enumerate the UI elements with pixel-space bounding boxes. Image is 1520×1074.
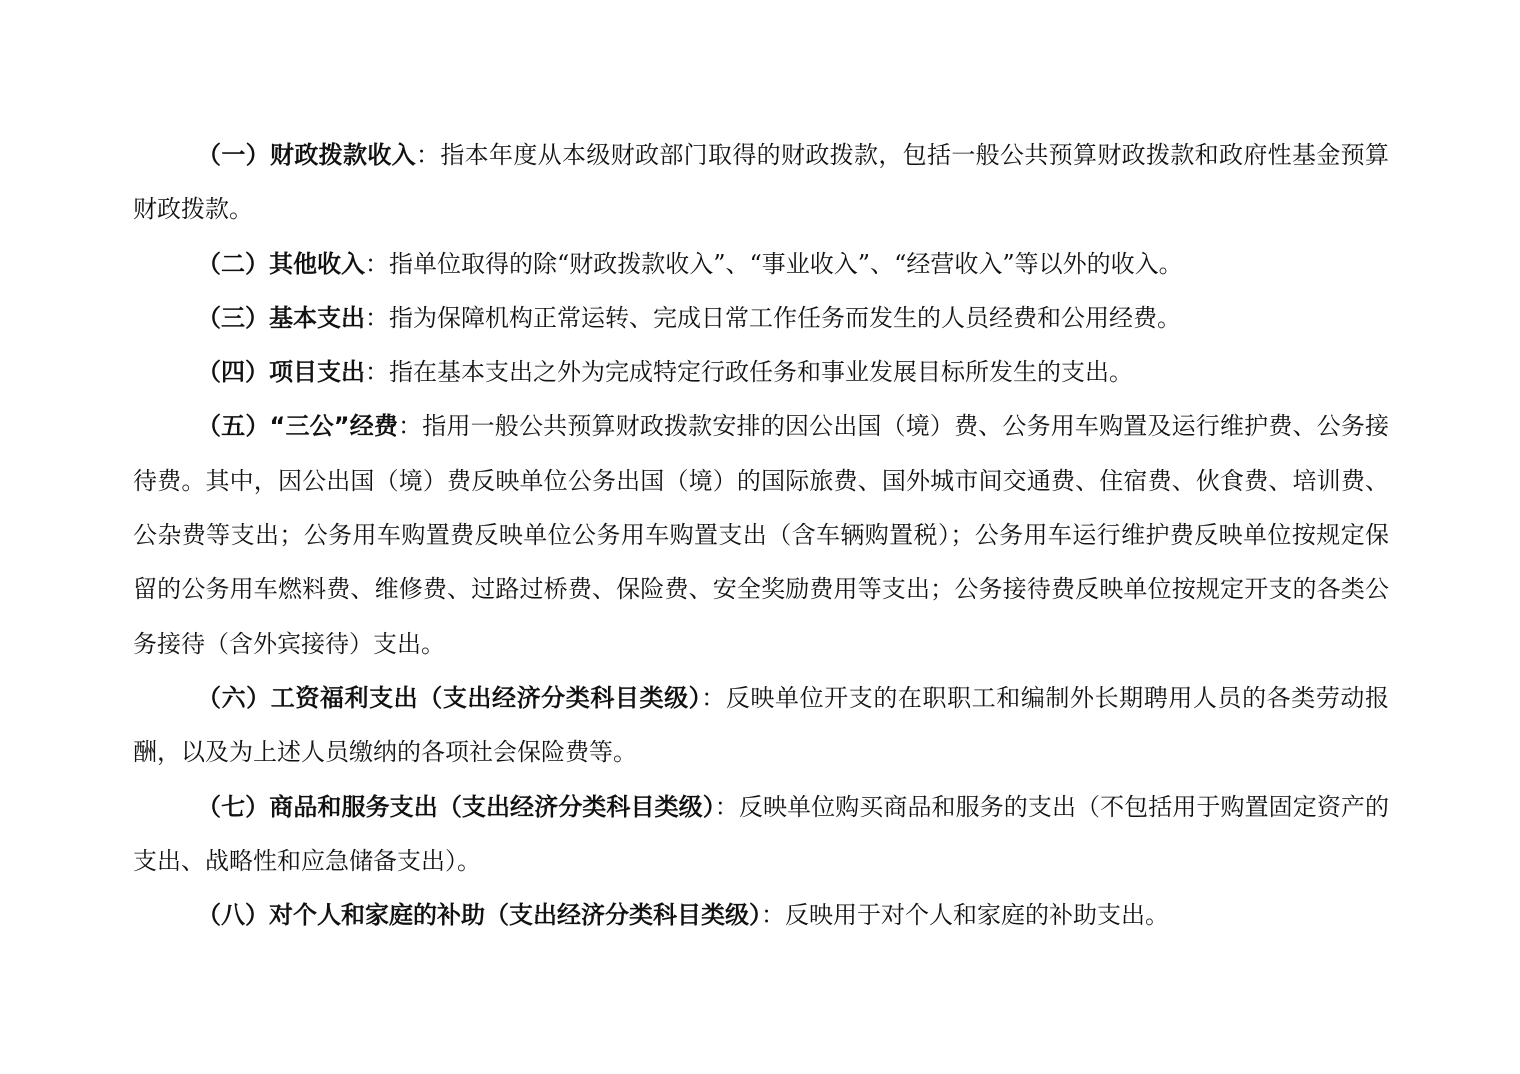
definition-paragraph-6	[133, 671, 1389, 780]
definition-text: ：指为保障机构正常运转、完成日常工作任务而发生的人员经费和公用经费。	[365, 303, 1181, 332]
definition-term: （七）商品和服务支出（支出经济分类科目类级）	[197, 792, 715, 821]
definition-paragraph-1	[133, 128, 1389, 237]
definition-paragraph-2	[133, 237, 1389, 291]
definition-paragraph-4	[133, 345, 1389, 399]
definition-paragraph-8	[133, 888, 1389, 942]
definition-term: （二）其他收入	[197, 249, 365, 278]
definition-term: （五）“三公”经费	[197, 412, 399, 441]
definition-text: ：指单位取得的除“财政拨款收入”、“事业收入”、“经营收入”等以外的收入。	[365, 249, 1183, 278]
definition-text: ：反映单位购买商品和服务的支出（不包括用于购置固定资产的支出、战略性和应急储备支出）。	[133, 792, 1389, 875]
definition-text: ：指本年度从本级财政部门取得的财政拨款，包括一般公共预算财政拨款和政府性基金预算财政拨款。	[133, 141, 1389, 224]
definition-term: （六）工资福利支出（支出经济分类科目类级）	[197, 683, 702, 712]
definition-term: （四）项目支出	[197, 358, 365, 387]
definition-term: （三）基本支出	[197, 303, 365, 332]
definition-paragraph-7	[133, 780, 1389, 889]
document-body	[133, 128, 1389, 942]
definition-text: ：反映用于对个人和家庭的补助支出。	[761, 901, 1169, 930]
definition-text: ：指用一般公共预算财政拨款安排的因公出国（境）费、公务用车购置及运行维护费、公务接待费。其中，因公出国（境）费反映单位公务出国（境）的国际旅费、国外城市间交通费、住宿费、伙食费、培训费、公杂费等支出；公务用车购置费反映单位公务用车购置支出（含车辆购置税）；公务用车运行维护费反映单位按规定保留的公务用车燃料费、维修费、过路过桥费、保险费、安全奖励费用等支出；公务接待费反映单位按规定开支的各类公务接待（含外宾接待）支出。	[133, 412, 1390, 658]
definition-text: ：反映单位开支的在职职工和编制外长期聘用人员的各类劳动报酬，以及为上述人员缴纳的各项社会保险费等。	[133, 683, 1389, 767]
definition-paragraph-5	[133, 399, 1389, 670]
definition-paragraph-3	[133, 291, 1389, 345]
definition-term: （一）财政拨款收入	[197, 141, 416, 169]
definition-term: （八）对个人和家庭的补助（支出经济分类科目类级）	[197, 901, 761, 930]
definition-text: ：指在基本支出之外为完成特定行政任务和事业发展目标所发生的支出。	[365, 358, 1133, 387]
